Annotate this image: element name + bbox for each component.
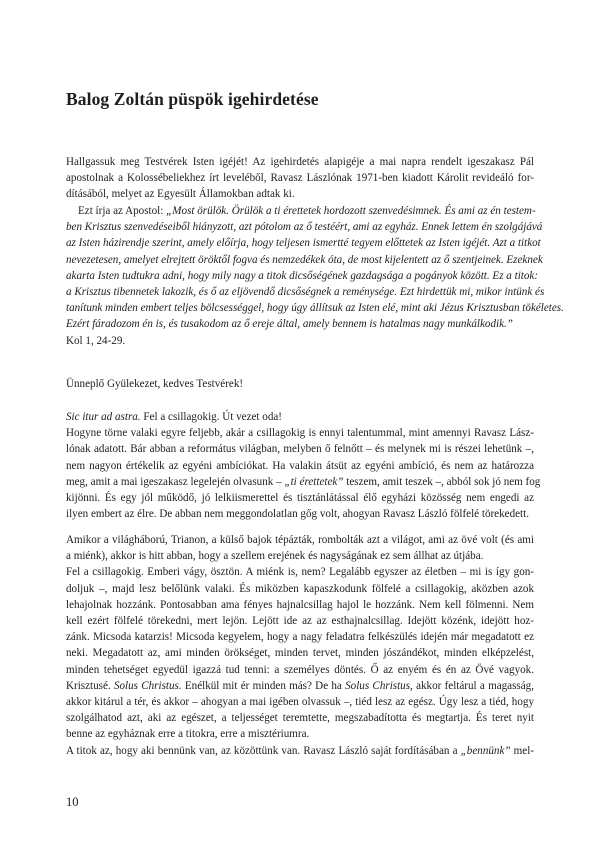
text-line: Hallgassuk meg Testvérek Isten igéjét! Az igehirdetés alapigéje a mai napra rendelt igeszakasz Pál <box>66 156 534 168</box>
text-line: minden tehetséget egyedül igazzá tud tenni: a személyes döntés. Ő az enyém és én az Övé vagyok. <box>66 663 534 676</box>
text-line: kell ezért fölfelé törekedni, mert lejön. Lejött ide az az esthajnalcsillag. Idejött közénk, idejött hoz- <box>66 615 534 628</box>
text-run: teszem, amit teszek –, abból sok jó nem fog <box>343 475 541 488</box>
paragraph-1 <box>66 409 541 522</box>
text-line: benne az egyháznak erre a titokra, erre a misztériumra. <box>66 728 310 741</box>
quote-line: ben Krisztus szenvedéseiből hiányzott, azt pótolom az ő testéért, ami az egyház. Ennek lettem én szolgájává <box>66 221 543 234</box>
text-run-italic: Solus Christus. <box>113 679 182 692</box>
text-run: Krisztusé. <box>66 679 114 692</box>
quote-line: Ezért fáradozom én is, és tusakodom az ő ereje által, amely bennem is hatalmas nagy munkálkodik.” <box>66 318 513 331</box>
quote-line: az Isten házirendje szerint, amely előírja, hogy teljesen ismertté tegyem előttetek az Isten igéjét. Azt a titkot <box>66 237 541 250</box>
text-line: Amikor a világháború, Trianon, a külső bajok tépázták, rombolták azt a világot, ami az övé volt (és ami <box>66 534 534 546</box>
text-line: kijönni. És egy jól működő, jó lelkiismerettel és tisztánlátással élő egyházi közösség nem engedi az <box>66 492 534 505</box>
text-line: Hogyne törne valaki egyre feljebb, akár a csillagokig is ennyi talentummal, mint amennyi Ravasz Lász- <box>66 427 534 440</box>
text-line <box>66 474 541 490</box>
text-line: ilyen embert az élre. De abban nem meggondolatlan gőg volt, ahogyan Ravasz László fölfelé törekedett. <box>66 508 529 521</box>
quote-line: a Krisztus tibennetek lakozik, és ő az eljövendő dicsőségnek a reménysége. Ezt hirdettük mi, mikor intünk és <box>66 286 545 299</box>
text-line: apostolnak a Kolossébeliekhez írt leveléből, Ravasz Lászlónak 1971-ben kiadott Károlit revideáló for- <box>66 172 534 185</box>
text-run: A titok az, hogy aki bennünk van, az közöttünk van. Ravasz László saját fordításában a <box>66 744 461 757</box>
page-number: 10 <box>66 795 79 809</box>
text-line: Fel a csillagokig. Emberi vágy, ösztön. A miénk is, nem? Legalább egyszer az életben – mi is így gon- <box>66 566 534 579</box>
text-line <box>66 203 534 219</box>
text-line <box>66 743 534 759</box>
quote-line: nevezetesen, amelyet elrejtett öröktől fogva és nemzedékek óta, de most kijelentett az ő szentjeinek. Ezeknek <box>66 253 543 266</box>
latin-motto: Sic itur ad astra. <box>66 411 141 423</box>
text-line: szolgálhatod azt, aki az egészet, a teljességet teremtette, megszabadította és megtartja. És teret nyit <box>66 712 534 725</box>
page-title: Balog Zoltán püspök igehirdetése <box>66 89 319 109</box>
text-run-italic: Solus Christus <box>345 679 411 692</box>
text-line: Ünneplő Gyülekezet, kedves Testvérek! <box>66 378 244 390</box>
text-line: zánk. Micsoda katarzis! Micsoda kegyelem, hogy a nagy feladatra felkészülés idején már megadatott ez <box>66 631 534 644</box>
paragraph-2 <box>66 532 534 759</box>
text-run: , akkor feltárul a magasság, <box>410 679 534 692</box>
quote-lead: Ezt írja az Apostol: <box>78 205 167 217</box>
text-line: lehajolnak hozzánk. Pontosabban ama fényes hajnalcsillag hajol le hozzánk. Nem kell fölmenni. Nem <box>66 598 534 611</box>
text-run: meg, amit a mai igeszakasz legelején olvasunk – <box>66 475 285 488</box>
text-run: mel- <box>510 744 534 757</box>
quote-line: akarta Isten tudtukra adni, hogy mily nagy a titok dicsőségének gazdagsága a pogányok között. Ez a titok: <box>66 269 539 282</box>
salutation <box>66 376 534 392</box>
text-line <box>66 678 534 694</box>
intro-paragraph <box>66 154 534 203</box>
text-line: dításából, melyet az Egyesült Államokban adtak ki. <box>66 188 295 201</box>
text-run: Fel a csillagokig. Út vezet oda! <box>140 411 282 423</box>
quote-line: tanítunk minden embert teljes bölcsességgel, hogy úgy állítsuk az Isten elé, mint aki Jézus Krisztusban tökéletes. <box>66 302 564 315</box>
text-run-italic: „bennünk” <box>460 744 511 757</box>
bible-reference: Kol 1, 24-29. <box>66 334 126 347</box>
text-line: neki. Megadatott az, ami minden örökséget, minden tervet, minden jószándékot, minden elképzelést, <box>66 647 534 660</box>
quote-paragraph <box>66 203 564 349</box>
text-line: a miénk), akkor is hitt abban, hogy a szellem erejének és nagyságának ez sem állhat az útjába. <box>66 550 484 563</box>
text-line <box>66 409 534 425</box>
text-line: lónak adatott. Bár abban a református világban, melyben ő felnőtt – és melynek mi is részei lehetünk –, <box>66 443 534 456</box>
text-line: doljuk –, majd lesz belőlünk valaki. És miközben kapaszkodunk fölfelé a csillagokig, aközben azok <box>66 582 534 595</box>
quote-text: „Most örülök. Örülök a ti érettetek hordozott szenvedésimnek. És ami az én testem- <box>166 205 536 217</box>
text-line: nem nagyon értékelik az egyéni ambíciókat. Ha valakin átsüt az egyéni ambíció, és nem az határozza <box>66 459 534 472</box>
text-run: Enélkül mit ér minden más? De ha <box>181 679 346 692</box>
text-run-italic: „ti érettetek” <box>284 475 344 488</box>
text-line: akkor kitárul a tér, és akkor – ahogyan a mai igében olvassuk –, tiéd lesz az egész. Úgy lesz a tiéd, hogy <box>66 696 534 709</box>
